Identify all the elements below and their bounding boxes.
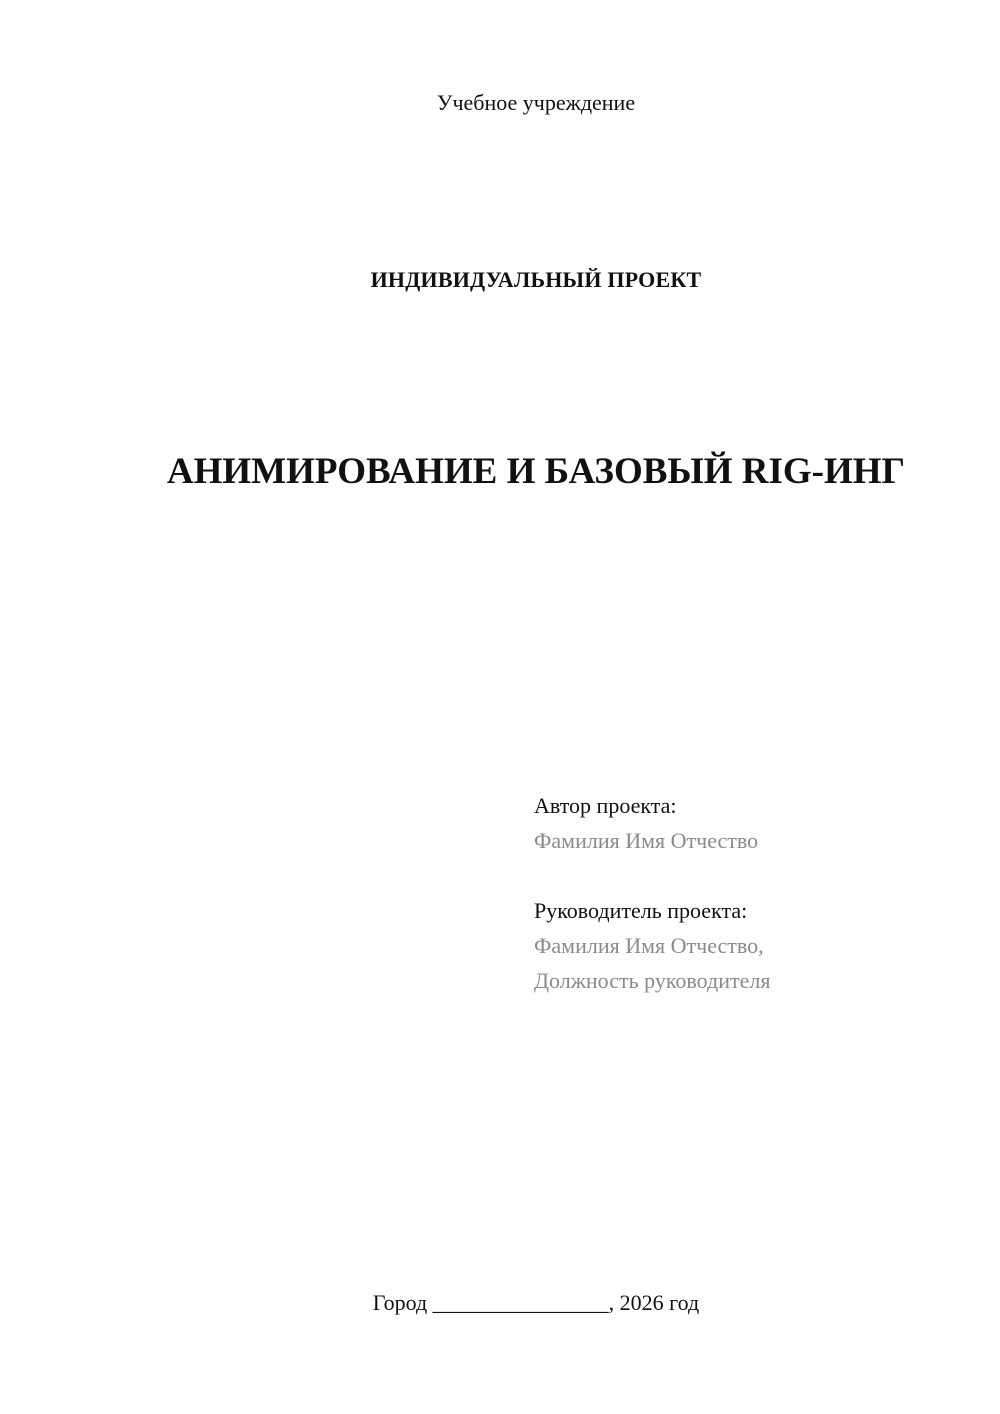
author-name: Фамилия Имя Отчество xyxy=(534,828,759,853)
project-type-heading: ИНДИВИДУАЛЬНЫЙ ПРОЕКТ xyxy=(370,267,702,292)
project-title: АНИМИРОВАНИЕ И БАЗОВЫЙ RIG-ИНГ xyxy=(166,451,906,492)
author-label: Автор проекта: xyxy=(534,793,677,818)
supervisor-name: Фамилия Имя Отчество, xyxy=(534,933,764,958)
city-year-footer: Город ________________, 2026 год xyxy=(372,1290,700,1315)
institution-name: Учебное учреждение xyxy=(436,90,636,115)
credits-block xyxy=(534,788,974,998)
supervisor-position: Должность руководителя xyxy=(534,968,771,993)
supervisor-label: Руководитель проекта: xyxy=(534,898,748,923)
credits-spacer xyxy=(534,858,974,893)
